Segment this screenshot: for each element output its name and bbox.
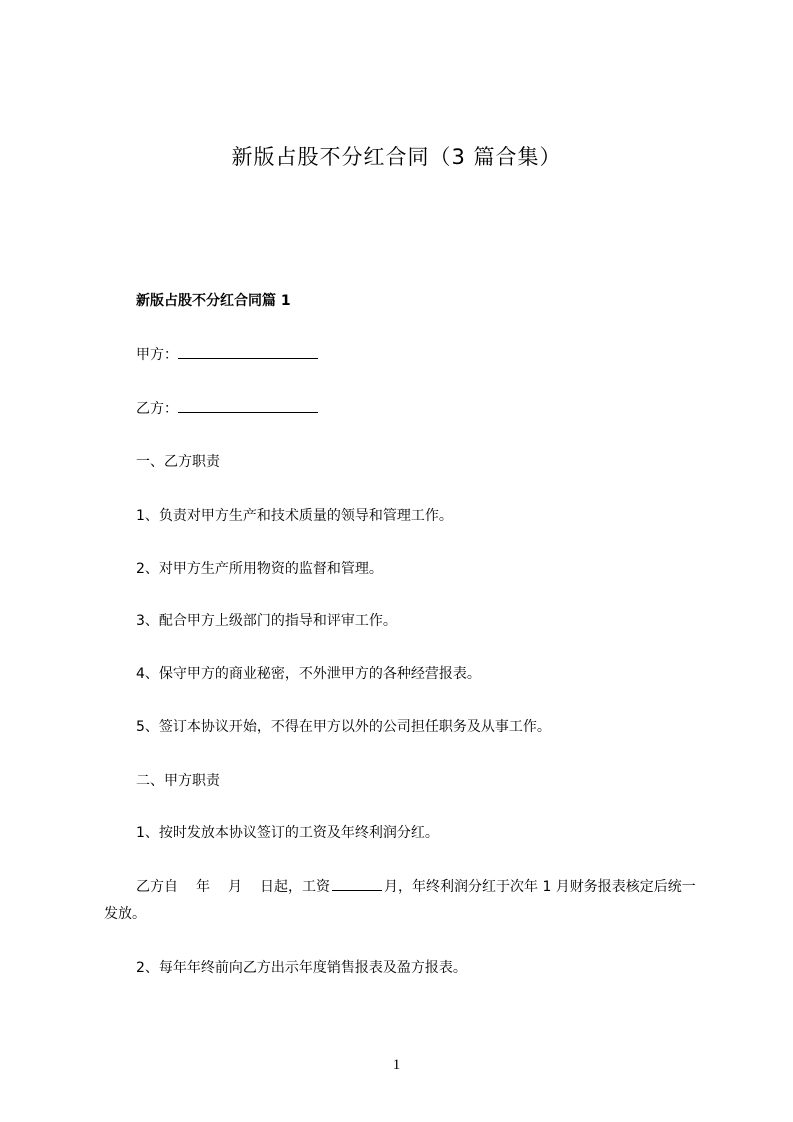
list-item: 2、每年年终前向乙方出示年度销售报表及盈方报表。 [136, 960, 467, 976]
heading-party-a-duties: 二、甲方职责 [136, 773, 220, 789]
salary-clause-month: 月 [228, 879, 242, 895]
salary-clause-mid: 日起，工资 [260, 879, 330, 895]
party-a-blank [178, 344, 318, 359]
list-item: 3、配合甲方上级部门的指导和评审工作。 [136, 613, 397, 629]
salary-clause [104, 874, 704, 928]
party-b-blank [178, 398, 318, 413]
list-item: 5、签订本协议开始，不得在甲方以外的公司担任职务及从事工作。 [136, 719, 551, 735]
list-item: 4、保守甲方的商业秘密，不外泄甲方的各种经营报表。 [136, 666, 481, 682]
salary-clause-year: 年 [196, 879, 210, 895]
list-item: 1、负责对甲方生产和技术质量的领导和管理工作。 [136, 508, 453, 524]
party-b-label: 乙方： [136, 401, 178, 417]
party-a-line [136, 344, 318, 365]
party-a-label: 甲方： [136, 347, 178, 363]
heading-party-b-duties: 一、乙方职责 [136, 454, 220, 470]
salary-clause-end: 月，年终利润分红于次年 1 月财务报表核定后统一发放。 [104, 879, 696, 922]
list-item: 1、按时发放本协议签订的工资及年终利润分红。 [136, 825, 439, 841]
section-heading: 新版占股不分红合同篇 1 [136, 293, 291, 309]
list-item: 2、对甲方生产所用物资的监督和管理。 [136, 561, 383, 577]
document-title: 新版占股不分红合同（3 篇合集） [231, 145, 562, 169]
salary-clause-start: 乙方自 [136, 879, 178, 895]
salary-blank [332, 876, 382, 891]
page-number: 1 [392, 1057, 401, 1073]
party-b-line [136, 398, 318, 419]
